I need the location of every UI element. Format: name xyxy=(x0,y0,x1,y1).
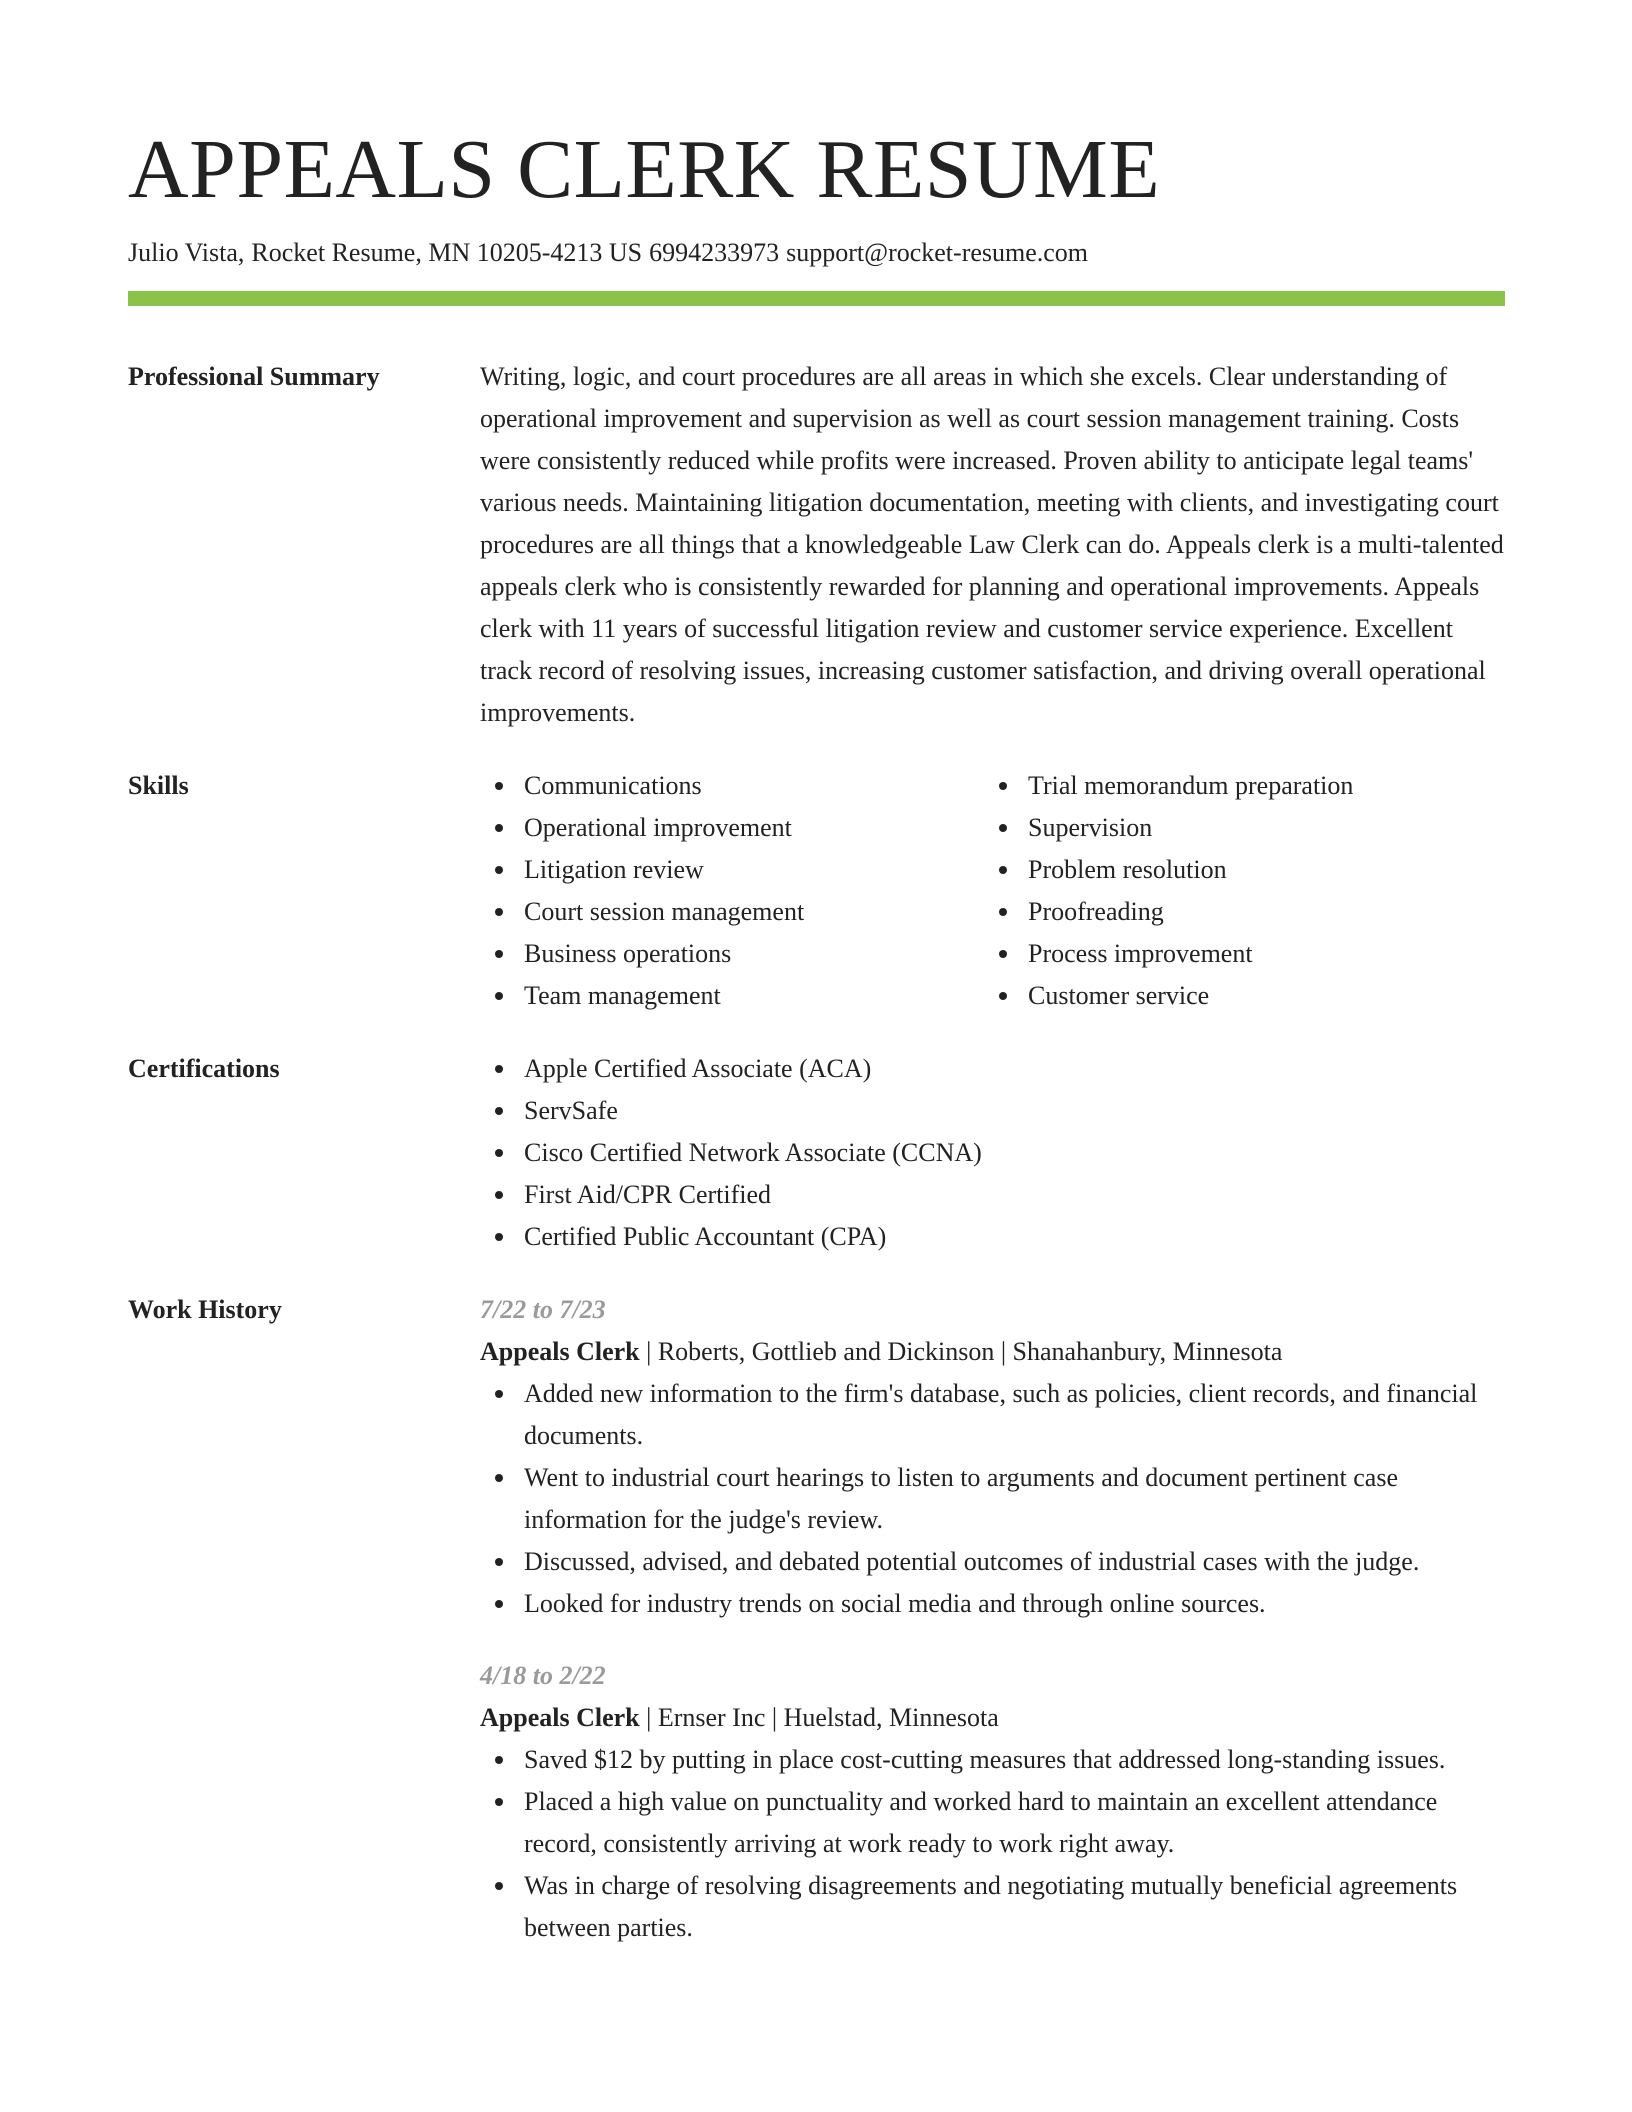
summary-heading: Professional Summary xyxy=(128,362,380,391)
job-employer-location: | Roberts, Gottlieb and Dickinson | Shanahanbury, Minnesota xyxy=(639,1337,1283,1366)
job-title: Appeals Clerk xyxy=(480,1337,640,1366)
work-history-section xyxy=(128,1289,1505,1949)
skill-item: Proofreading xyxy=(984,891,1488,933)
skill-item: Litigation review xyxy=(480,849,984,891)
skills-section xyxy=(128,765,1505,1017)
contact-name: Julio Vista, xyxy=(128,238,245,267)
skills-grid xyxy=(480,765,1505,1017)
certifications-section xyxy=(128,1048,1505,1258)
job-bullet: Added new information to the firm's database, such as policies, client records, and financial documents. xyxy=(480,1373,1505,1457)
job-bullet: Looked for industry trends on social media and through online sources. xyxy=(480,1583,1505,1625)
summary-section xyxy=(128,356,1505,734)
job-entry xyxy=(480,1289,1505,1625)
skills-list-left xyxy=(480,765,984,1017)
certification-item: Apple Certified Associate (ACA) xyxy=(480,1048,1505,1090)
skill-item: Court session management xyxy=(480,891,984,933)
job-employer-location: | Ernser Inc | Huelstad, Minnesota xyxy=(639,1703,999,1732)
job-bullet-list xyxy=(480,1373,1505,1625)
job-dates: 7/22 to 7/23 xyxy=(480,1295,606,1324)
certifications-heading: Certifications xyxy=(128,1054,280,1083)
job-bullet: Went to industrial court hearings to listen to arguments and document pertinent case information for the judge's review. xyxy=(480,1457,1505,1541)
skills-heading: Skills xyxy=(128,771,189,800)
contact-address: Rocket Resume, MN 10205-4213 US xyxy=(251,238,643,267)
skill-item: Trial memorandum preparation xyxy=(984,765,1488,807)
work-history-heading: Work History xyxy=(128,1295,282,1324)
skills-list-right xyxy=(984,765,1488,1017)
skill-item: Supervision xyxy=(984,807,1488,849)
job-entry xyxy=(480,1655,1505,1949)
resume-title: APPEALS CLERK RESUME xyxy=(128,123,1161,216)
certifications-list xyxy=(480,1048,1505,1258)
job-bullet: Saved $12 by putting in place cost-cutting measures that addressed long-standing issues. xyxy=(480,1739,1505,1781)
job-bullet: Placed a high value on punctuality and worked hard to maintain an excellent attendance record, consistently arriving at work ready to work right away. xyxy=(480,1781,1505,1865)
skill-item: Process improvement xyxy=(984,933,1488,975)
job-header xyxy=(480,1331,1505,1373)
skill-item: Customer service xyxy=(984,975,1488,1017)
job-title: Appeals Clerk xyxy=(480,1703,640,1732)
job-bullet: Discussed, advised, and debated potential outcomes of industrial cases with the judge. xyxy=(480,1541,1505,1583)
skill-item: Problem resolution xyxy=(984,849,1488,891)
certification-item: ServSafe xyxy=(480,1090,1505,1132)
job-bullet: Was in charge of resolving disagreements and negotiating mutually beneficial agreements between parties. xyxy=(480,1865,1505,1949)
job-bullet-list xyxy=(480,1739,1505,1949)
summary-text: Writing, logic, and court procedures are all areas in which she excels. Clear understanding of operational improvement and supervision as well as court session management training. Costs were consistently reduced while profits were increased. Proven ability to anticipate legal teams' various needs. Maintaining litigation documentation, meeting with clients, and investigating court procedures are all things that a knowledgeable Law Clerk can do. Appeals clerk is a multi-talented appeals clerk who is consistently rewarded for planning and operational improvements. Appeals clerk with 11 years of successful litigation review and customer service experience. Excellent track record of resolving issues, increasing customer satisfaction, and driving overall operational improvements. xyxy=(480,362,1504,727)
contact-email[interactable]: support@rocket-resume.com xyxy=(786,238,1089,267)
header-divider xyxy=(128,291,1505,306)
certification-item: First Aid/CPR Certified xyxy=(480,1174,1505,1216)
resume-page xyxy=(128,120,1505,1949)
certification-item: Certified Public Accountant (CPA) xyxy=(480,1216,1505,1258)
contact-phone: 6994233973 xyxy=(649,238,780,267)
skill-item: Team management xyxy=(480,975,984,1017)
skill-item: Communications xyxy=(480,765,984,807)
job-dates: 4/18 to 2/22 xyxy=(480,1661,606,1690)
certification-item: Cisco Certified Network Associate (CCNA) xyxy=(480,1132,1505,1174)
skill-item: Business operations xyxy=(480,933,984,975)
skill-item: Operational improvement xyxy=(480,807,984,849)
contact-line xyxy=(128,238,1505,268)
job-header xyxy=(480,1697,1505,1739)
